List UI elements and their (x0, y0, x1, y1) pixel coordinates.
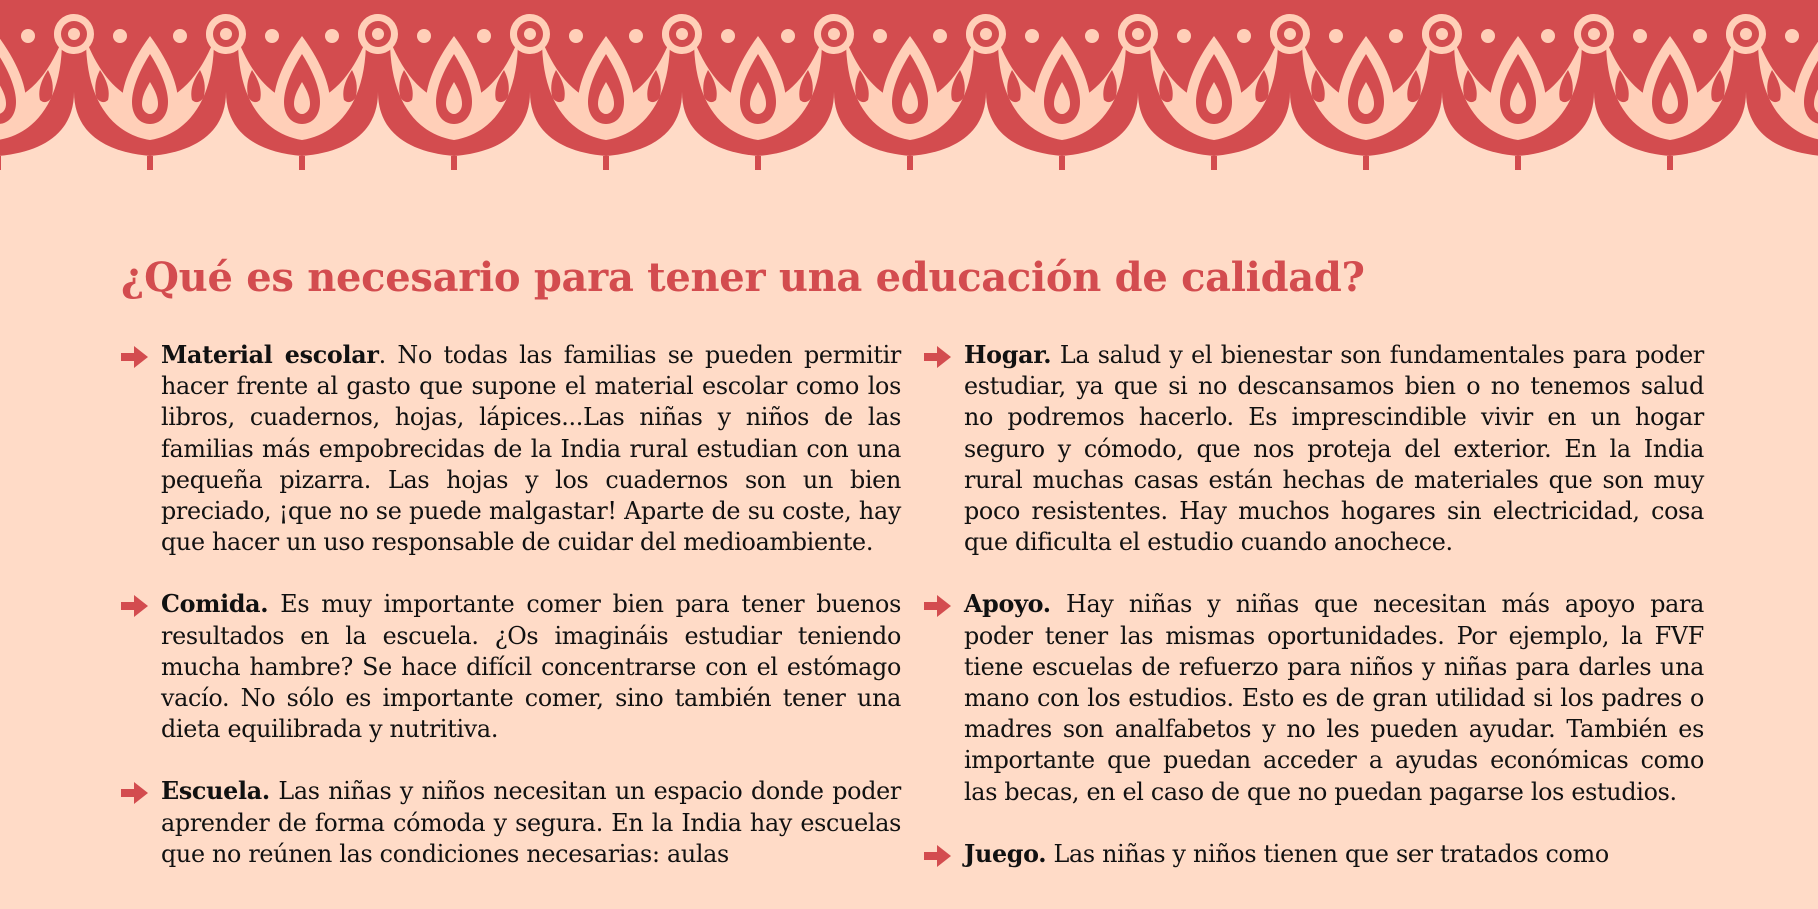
arrow-right-icon (121, 781, 149, 805)
item-text: La salud y el bienestar son fundamentales para poder estudiar, ya que si no descansamos bien o no tenemos salud no podremos hacerlo. Es imprescindible vivir en un hogar seguro y cómodo, que nos proteja del exterior. En la India rural muchas casas están hechas de materiales que son muy poco resistentes. Hay muchos hogares sin electricidad, cosa que dificulta el estudio cuando anochece. (964, 341, 1704, 557)
item-text: . No todas las familias se pueden permitir hacer frente al gasto que supone el material escolar como los libros, cuadernos, hojas, lápices...Las niñas y niños de las familias más empobrecidas de la India rural estudian con una pequeña pizarra. Las hojas y los cuadernos son un bien preciado, ¡que no se puede malgastar! Aparte de su coste, hay que hacer un uso responsable de cuidar del medioambiente. (161, 341, 902, 557)
item-label: Escuela. (161, 777, 270, 806)
item-text: Las niñas y niños tienen que ser tratados como (1046, 839, 1609, 868)
item-label: Material escolar (161, 341, 379, 369)
list-item (121, 776, 901, 870)
item-text: Es muy importante comer bien para tener buenos resultados en la escuela. ¿Os imagináis estudiar teniendo mucha hambre? Se hace difícil concentrarse con el estómago vacío. No sólo es importante comer, sino también tener una dieta equilibrada y nutritiva. (161, 590, 901, 744)
item-label: Hogar. (964, 341, 1052, 369)
item-label: Juego. (964, 839, 1047, 868)
list-item (924, 340, 1704, 558)
item-text: Las niñas y niños necesitan un espacio donde poder aprender de forma cómoda y segura. En la India hay escuelas que no reúnen las condiciones necesarias: aulas (161, 777, 901, 868)
right-column (924, 340, 1704, 870)
item-label: Apoyo. (964, 590, 1051, 619)
arrow-right-icon (924, 345, 952, 369)
arrow-right-icon (121, 345, 149, 369)
list-item (121, 589, 901, 745)
item-label: Comida. (161, 590, 269, 619)
arrow-right-icon (121, 594, 149, 618)
list-item (121, 340, 901, 558)
page-title: ¿Qué es necesario para tener una educación de calidad? (121, 254, 1365, 301)
arrow-right-icon (924, 594, 952, 618)
list-item (924, 839, 1704, 870)
list-item (924, 589, 1704, 807)
left-column (121, 340, 901, 870)
item-text: Hay niñas y niñas que necesitan más apoyo para poder tener las mismas oportunidades. Por ejemplo, la FVF tiene escuelas de refuerzo para niños y niñas para darles una mano con los estudios. Esto es de gran utilidad si los padres o madres son analfabetos y no les pueden ayudar. También es importante que puedan acceder a ayudas económicas como las becas, en el caso de que no puedan pagarse los estudios. (964, 590, 1704, 806)
arrow-right-icon (924, 844, 952, 868)
decorative-border (0, 0, 1818, 190)
